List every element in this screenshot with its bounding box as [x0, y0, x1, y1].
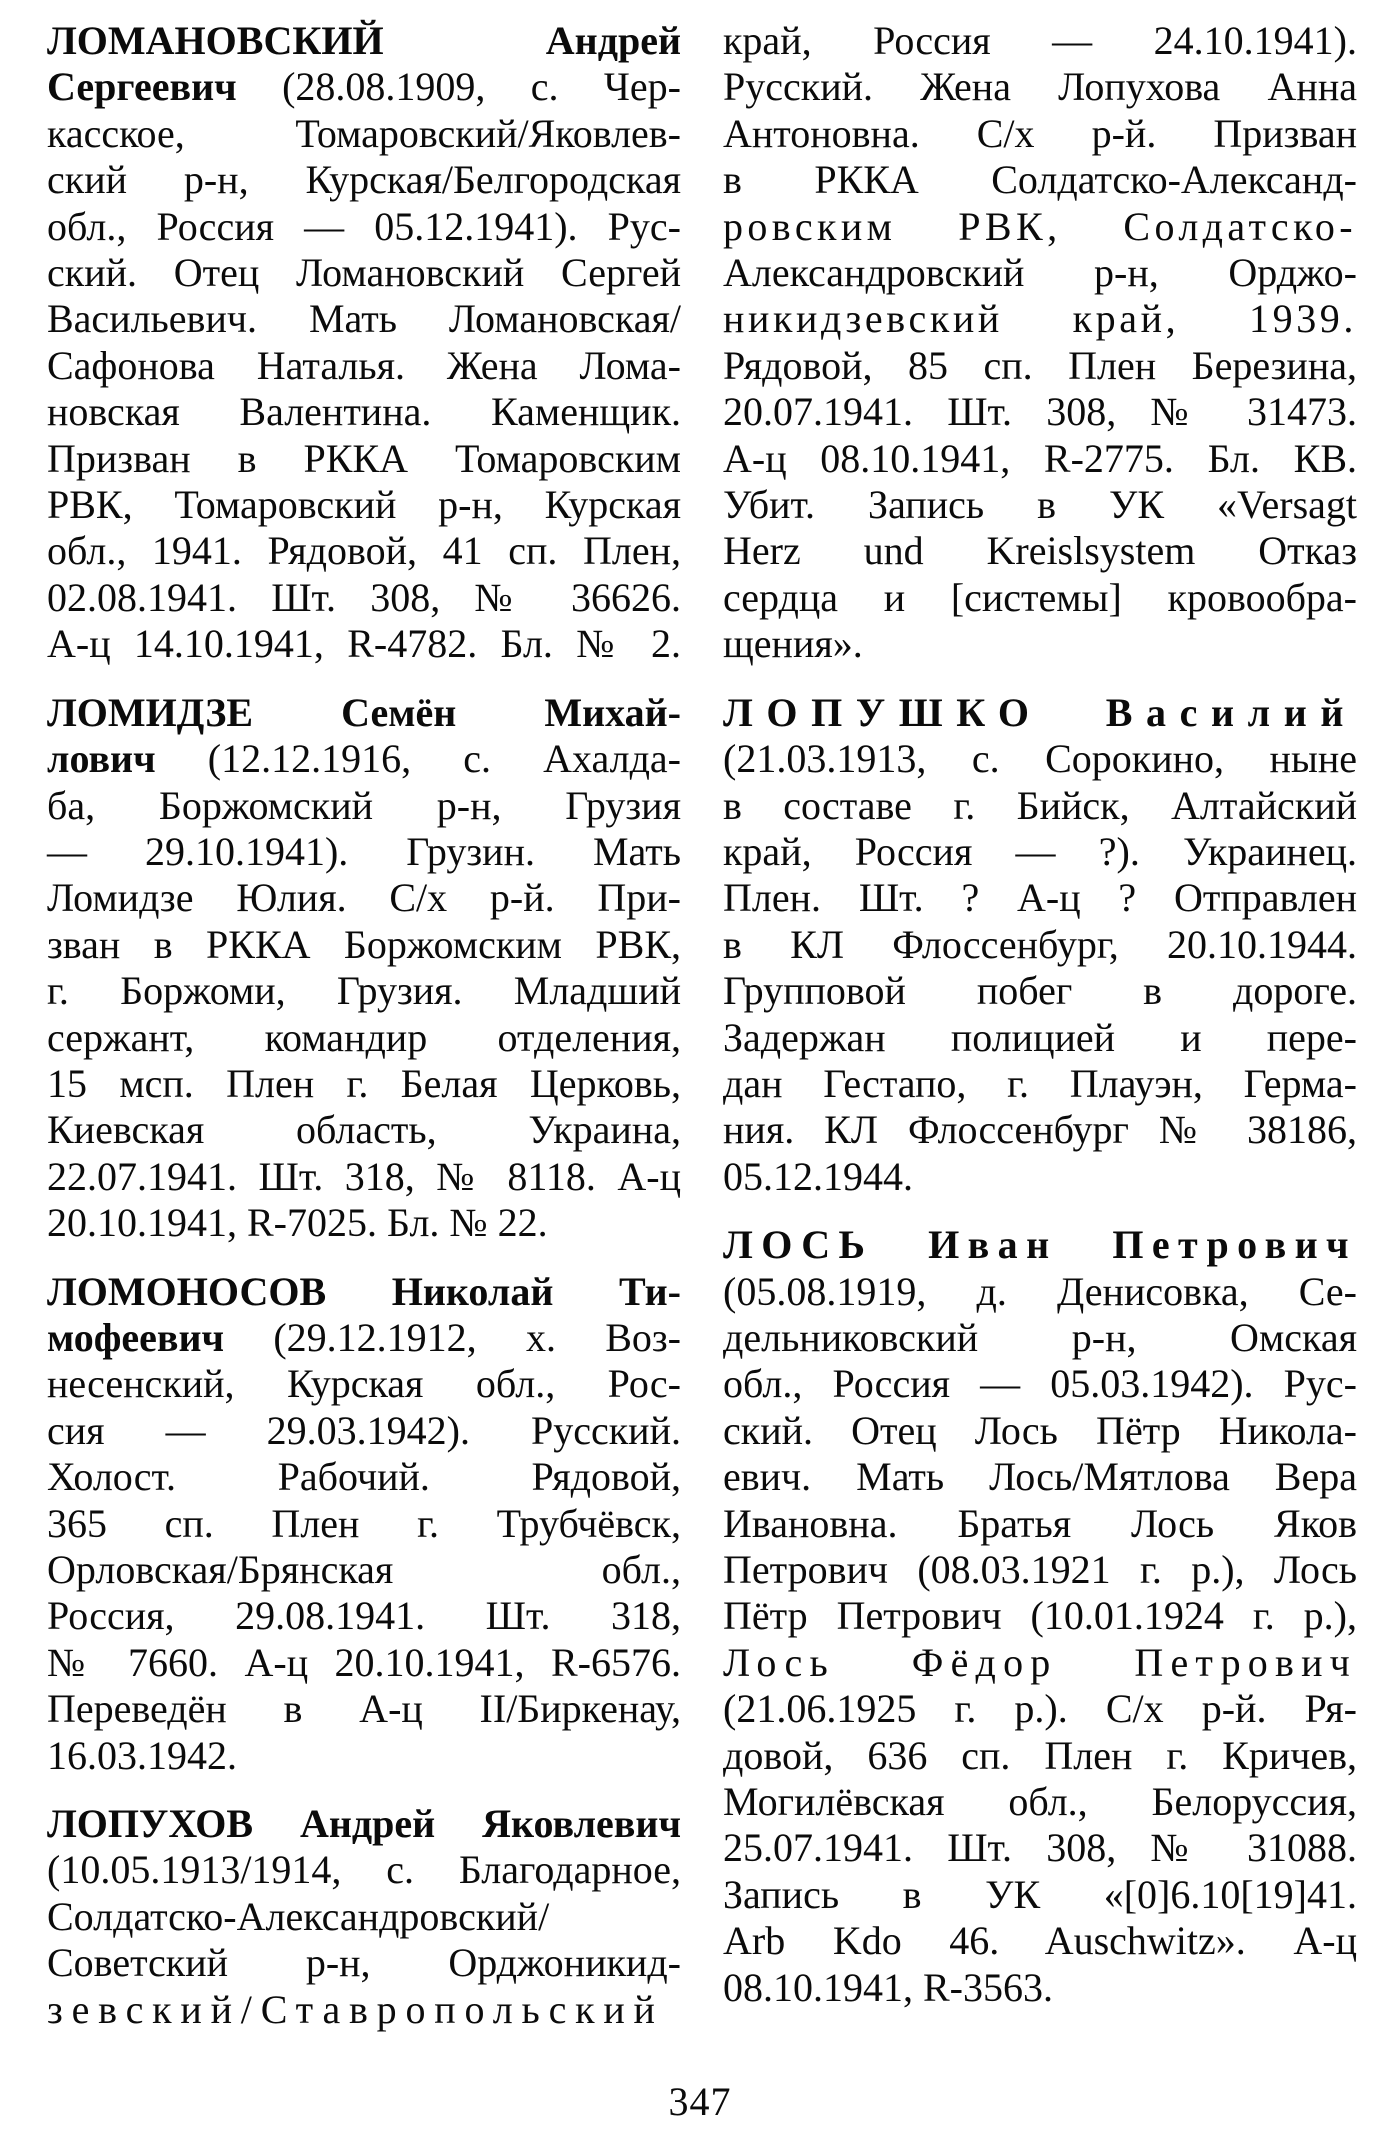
- entry-text: Переведён в А-ц II/Биркенау,: [47, 1686, 681, 1732]
- entry-line: [47, 64, 681, 110]
- person-name-text: мофеевич: [47, 1314, 225, 1360]
- right-column: [723, 18, 1357, 2011]
- person-name-text: лович: [47, 736, 156, 782]
- entry-line: [723, 157, 1357, 203]
- entry-line: [723, 1315, 1357, 1361]
- entry-line: [723, 1640, 1357, 1686]
- entry-line: [723, 1825, 1357, 1871]
- entry-line: [47, 389, 681, 435]
- entry-text: никидзевский край, 1939.: [723, 296, 1357, 342]
- entry-line: [47, 343, 681, 389]
- entry-text: 20.10.1941, R-7025. Бл. № 22.: [47, 1200, 548, 1246]
- left-column: [47, 18, 681, 2033]
- entry-text: (21.06.1925 г. р.). С/х р-й. Ря-: [723, 1686, 1357, 1732]
- entry-lopushko: [723, 690, 1357, 1200]
- entry-line: [47, 1015, 681, 1061]
- entry-line: [47, 621, 681, 667]
- entry-lomidze: [47, 690, 681, 1247]
- entry-line: [723, 296, 1357, 342]
- entry-line: [47, 1315, 681, 1361]
- entry-line: [47, 1640, 681, 1686]
- entry-text: ский р-н, Курская/Белгородская: [47, 157, 681, 203]
- entry-line: [47, 829, 681, 875]
- entry-lomonosov: [47, 1269, 681, 1779]
- entry-text: Рядовой, 85 сп. Плен Березина,: [723, 342, 1357, 388]
- entry-text: Петрович (08.03.1921 г. р.), Лось: [723, 1547, 1357, 1592]
- entry-line: [47, 1200, 681, 1246]
- entry-text: Киевская область, Украина,: [47, 1107, 681, 1153]
- entry-line: [47, 250, 681, 296]
- entry-text: (10.05.1913/1914, с. Благодарное,: [47, 1847, 681, 1893]
- entry-text: ский. Отец Лось Пётр Никола-: [723, 1407, 1357, 1453]
- entry-line: [47, 296, 681, 342]
- entry-line: [723, 1154, 1357, 1200]
- entry-line: [47, 690, 681, 736]
- entry-text: несенский, Курская обл., Рос-: [47, 1361, 681, 1407]
- entry-text: 20.07.1941. Шт. 308, № 31473.: [723, 389, 1357, 435]
- entry-line: [723, 1107, 1357, 1153]
- entry-text: Сафонова Наталья. Жена Лома-: [47, 342, 681, 388]
- entry-line: [723, 343, 1357, 389]
- entry-text: (21.03.1913, с. Сорокино, ныне: [723, 736, 1357, 782]
- entry-line: [723, 1965, 1357, 2011]
- entry-text: (28.08.1909, с. Чер-: [236, 64, 681, 110]
- entry-text: Александровский р-н, Орджо-: [723, 250, 1357, 296]
- entry-text: Васильевич. Мать Ломановская/: [47, 296, 681, 342]
- entry-los: [723, 1222, 1357, 2011]
- entry-line: [47, 482, 681, 528]
- entry-text: (12.12.1916, с. Ахалда-: [155, 736, 681, 782]
- entry-text: в КЛ Флоссенбург, 20.10.1944.: [723, 921, 1357, 967]
- entry-text: Пётр Петрович (10.01.1924 г. р.),: [723, 1593, 1357, 1639]
- entry-line: [47, 18, 681, 64]
- person-name-text: ЛОПУШКО Василий: [723, 689, 1357, 735]
- entry-line: [723, 1015, 1357, 1061]
- entry-text: сержант, командир отделения,: [47, 1014, 681, 1060]
- entry-line: [723, 436, 1357, 482]
- entry-line: [723, 18, 1357, 64]
- entry-text: ский. Отец Ломановский Сергей: [47, 250, 681, 296]
- entry-line: [723, 250, 1357, 296]
- entry-text: Arb Kdo 46. Auschwitz». А-ц: [723, 1918, 1357, 1964]
- entry-line: [47, 1894, 681, 1940]
- entry-line: [723, 64, 1357, 110]
- entry-line: [723, 1408, 1357, 1454]
- entry-text: Холост. Рабочий. Рядовой,: [47, 1454, 681, 1500]
- entry-line: [47, 922, 681, 968]
- entry-line: [47, 575, 681, 621]
- entry-line: [47, 1061, 681, 1107]
- entry-text: Плен. Шт. ? А-ц ? Отправлен: [723, 875, 1357, 921]
- entry-line: [47, 783, 681, 829]
- entry-text: Ивановна. Братья Лось Яков: [723, 1500, 1357, 1546]
- entry-line: [47, 968, 681, 1014]
- entry-line: [47, 1547, 681, 1593]
- entry-text: Солдатско-Александровский/: [47, 1893, 550, 1939]
- entry-line: [47, 1361, 681, 1407]
- entry-text: г. Боржоми, Грузия. Младший: [47, 968, 681, 1014]
- entry-line: [47, 875, 681, 921]
- entry-line: [723, 1872, 1357, 1918]
- person-name-text: ЛОМАНОВСКИЙ Андрей: [47, 18, 681, 63]
- entry-line: [723, 1361, 1357, 1407]
- entry-text: евич. Мать Лось/Мятлова Вера: [723, 1454, 1357, 1500]
- entry-line: [47, 1408, 681, 1454]
- entry-text: Убит. Запись в УК «Versagt: [723, 482, 1357, 528]
- entry-line: [723, 829, 1357, 875]
- entry-line: [723, 783, 1357, 829]
- entry-text: обл., 1941. Рядовой, 41 сп. Плен,: [47, 528, 681, 574]
- entry-line: [723, 482, 1357, 528]
- entry-line: [723, 736, 1357, 782]
- entry-text: дельниковский р-н, Омская: [723, 1314, 1357, 1360]
- entry-line: [723, 1686, 1357, 1732]
- entry-text: Советский р-н, Орджоникид-: [47, 1940, 681, 1986]
- entry-text: 08.10.1941, R-3563.: [723, 1964, 1053, 2010]
- entry-line: [723, 922, 1357, 968]
- entry-line: [47, 736, 681, 782]
- entry-text: А-ц 14.10.1941, R-4782. Бл. № 2.: [47, 621, 681, 667]
- entry-text: Herz und Kreislsystem Отказ: [723, 528, 1357, 574]
- entry-line: [723, 389, 1357, 435]
- entry-lomanovskiy: [47, 18, 681, 668]
- entry-line: [723, 875, 1357, 921]
- entry-line: [723, 1918, 1357, 1964]
- entry-line: [47, 111, 681, 157]
- entry-line: [47, 1847, 681, 1893]
- entry-text: ния. КЛ Флоссенбург № 38186,: [723, 1107, 1357, 1153]
- entry-text: Россия, 29.08.1941. Шт. 318,: [47, 1593, 681, 1639]
- entry-text: № 7660. А-ц 20.10.1941, R-6576.: [47, 1639, 681, 1685]
- entry-line: [723, 1779, 1357, 1825]
- entry-line: [723, 1547, 1357, 1593]
- entry-text: 15 мсп. Плен г. Белая Церковь,: [47, 1060, 681, 1106]
- entry-line: [723, 1733, 1357, 1779]
- entry-line: [723, 1269, 1357, 1315]
- entry-line: [47, 204, 681, 250]
- entry-text: РВК, Томаровский р-н, Курская: [47, 482, 681, 528]
- entry-line: [47, 436, 681, 482]
- entry-lopukhov: [47, 1801, 681, 2033]
- entry-text: обл., Россия — 05.12.1941). Рус-: [47, 203, 681, 249]
- entry-text: зевский/Ставропольский: [47, 1986, 664, 2032]
- entry-line: [47, 528, 681, 574]
- entry-line: [47, 1733, 681, 1779]
- entry-line: [47, 1940, 681, 1986]
- entry-text: 05.12.1944.: [723, 1153, 913, 1199]
- entry-text: касское, Томаровский/Яковлев-: [47, 110, 681, 156]
- entry-line: [723, 1222, 1357, 1268]
- entry-text: Лось Фёдор Петрович: [723, 1639, 1357, 1685]
- entry-line: [723, 1061, 1357, 1107]
- entry-text: А-ц 08.10.1941, R-2775. Бл. КВ.: [723, 435, 1357, 481]
- page-number: 347: [668, 2079, 732, 2124]
- entry-line: [723, 621, 1357, 667]
- entry-line: [47, 1454, 681, 1500]
- entry-text: — 29.10.1941). Грузин. Мать: [47, 828, 681, 874]
- entry-line: [47, 1269, 681, 1315]
- entry-text: Ломидзе Юлия. С/х р-й. При-: [47, 875, 681, 921]
- person-name-text: ЛОМИДЗЕ Семён Михай-: [47, 689, 681, 735]
- entry-text: край, Россия — 24.10.1941).: [723, 18, 1357, 63]
- entry-line: [47, 1154, 681, 1200]
- entry-text: 22.07.1941. Шт. 318, № 8118. А-ц: [47, 1153, 681, 1199]
- entry-text: дан Гестапо, г. Плауэн, Герма-: [723, 1060, 1357, 1106]
- entry-line: [47, 1987, 681, 2033]
- entry-text: Могилёвская обл., Белоруссия,: [723, 1779, 1357, 1825]
- entry-text: щения».: [723, 621, 863, 667]
- entry-text: 02.08.1941. Шт. 308, № 36626.: [47, 574, 681, 620]
- entry-line: [723, 1593, 1357, 1639]
- entry-lopukhov-continued: [723, 18, 1357, 668]
- entry-text: (05.08.1919, д. Денисовка, Се-: [723, 1268, 1357, 1314]
- entry-text: сия — 29.03.1942). Русский.: [47, 1407, 681, 1453]
- entry-text: Призван в РККА Томаровским: [47, 435, 681, 481]
- entry-text: сердца и [системы] кровообра-: [723, 574, 1357, 620]
- entry-line: [47, 1801, 681, 1847]
- entry-line: [47, 1593, 681, 1639]
- entry-text: в составе г. Бийск, Алтайский: [723, 782, 1357, 828]
- entry-text: Запись в УК «[0]6.10[19]41.: [723, 1871, 1357, 1917]
- entry-text: довой, 636 сп. Плен г. Кричев,: [723, 1732, 1357, 1778]
- entry-line: [723, 968, 1357, 1014]
- entry-line: [723, 1454, 1357, 1500]
- entry-line: [723, 1501, 1357, 1547]
- person-name-text: ЛОСЬ Иван Петрович: [723, 1222, 1357, 1268]
- entry-text: ба, Боржомский р-н, Грузия: [47, 782, 681, 828]
- entry-line: [723, 111, 1357, 157]
- entry-text: ровским РВК, Солдатско-: [723, 203, 1357, 249]
- entry-line: [723, 528, 1357, 574]
- person-name-text: Сергеевич: [47, 64, 237, 110]
- entry-line: [47, 1501, 681, 1547]
- entry-text: Антоновна. С/х р-й. Призван: [723, 110, 1357, 156]
- entry-text: край, Россия — ?). Украинец.: [723, 828, 1357, 874]
- entry-text: (29.12.1912, х. Воз-: [224, 1314, 681, 1360]
- entry-line: [47, 157, 681, 203]
- entry-text: 16.03.1942.: [47, 1732, 237, 1778]
- entry-line: [723, 204, 1357, 250]
- person-name-text: ЛОПУХОВ Андрей Яковлевич: [47, 1801, 681, 1847]
- entry-text: Групповой побег в дороге.: [723, 968, 1357, 1014]
- entry-text: обл., Россия — 05.03.1942). Рус-: [723, 1361, 1357, 1407]
- entry-text: новская Валентина. Каменщик.: [47, 389, 681, 435]
- entry-text: Орловская/Брянская обл.,: [47, 1547, 681, 1592]
- entry-line: [47, 1686, 681, 1732]
- entry-text: 25.07.1941. Шт. 308, № 31088.: [723, 1825, 1357, 1871]
- entry-text: 365 сп. Плен г. Трубчёвск,: [47, 1500, 681, 1546]
- entry-text: Русский. Жена Лопухова Анна: [723, 64, 1357, 110]
- person-name-text: ЛОМОНОСОВ Николай Ти-: [47, 1268, 681, 1314]
- entry-text: в РККА Солдатско-Александ-: [723, 157, 1357, 203]
- entry-text: зван в РККА Боржомским РВК,: [47, 921, 681, 967]
- entry-text: Задержан полицией и пере-: [723, 1014, 1357, 1060]
- entry-line: [723, 690, 1357, 736]
- entry-line: [723, 575, 1357, 621]
- entry-line: [47, 1107, 681, 1153]
